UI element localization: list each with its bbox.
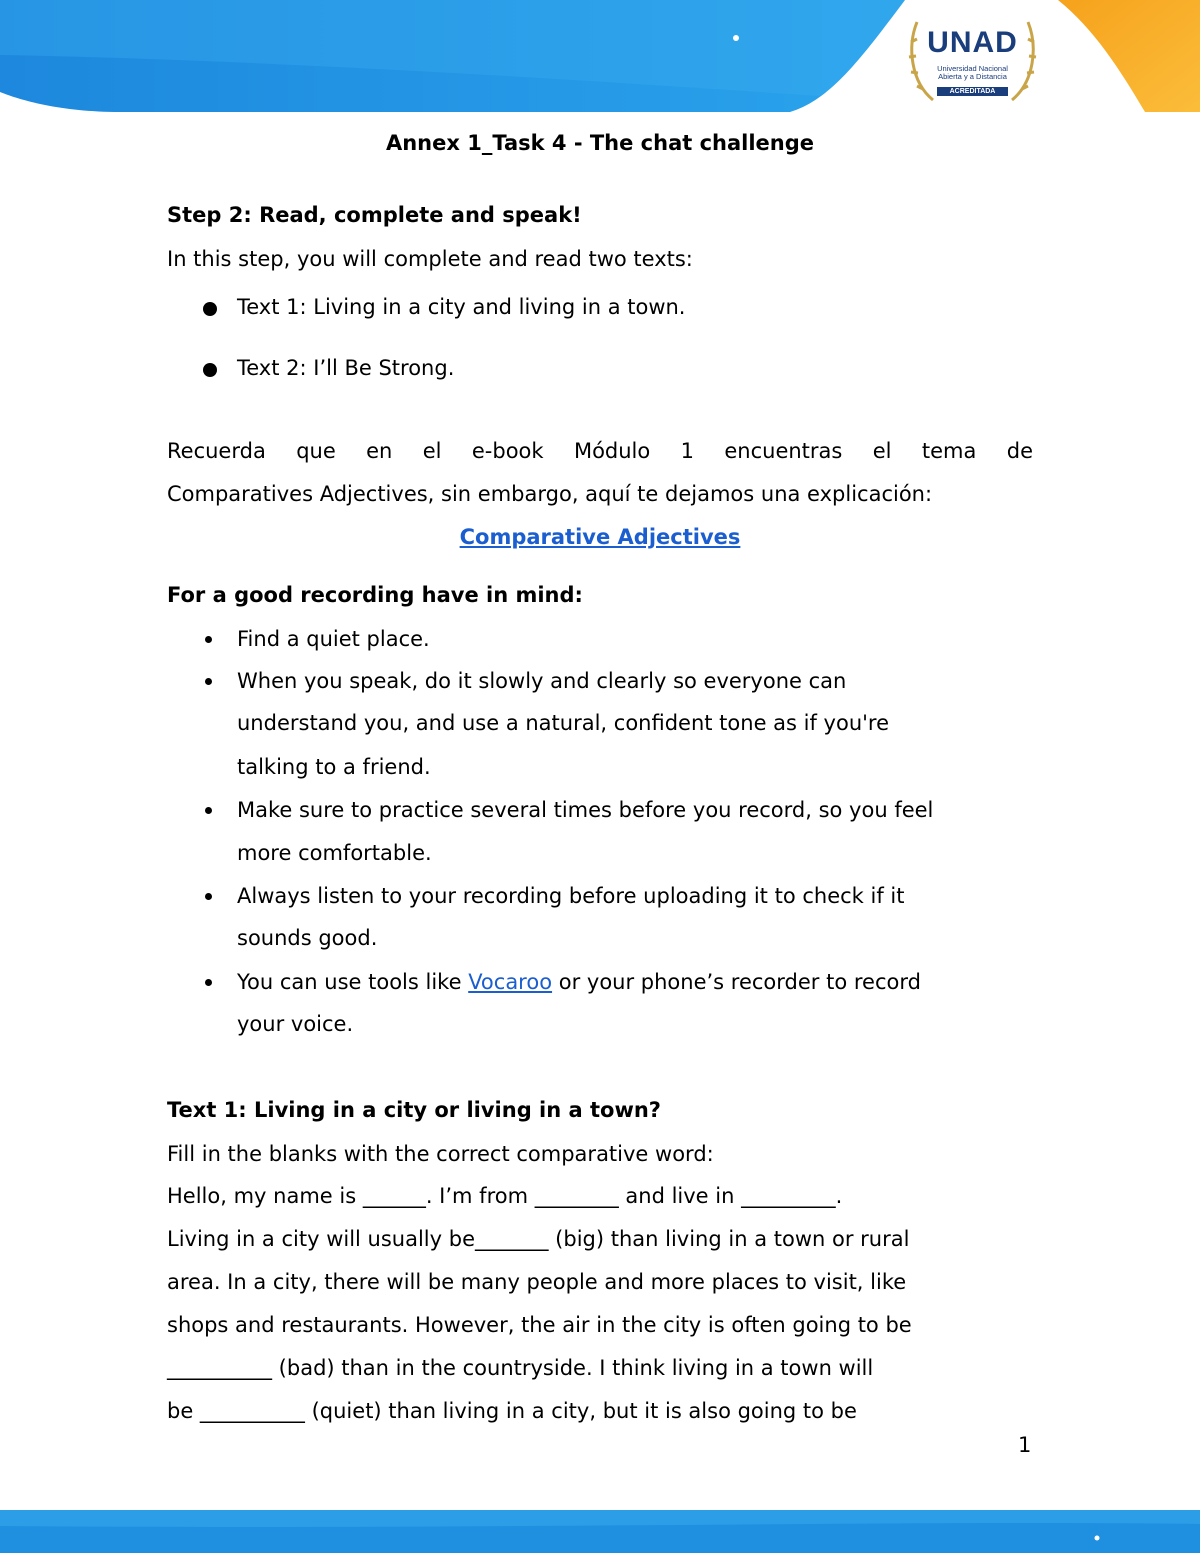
list-item-continuation: your voice. [237,1012,354,1036]
vocaroo-link[interactable]: Vocaroo [468,970,553,994]
text1-line: shops and restaurants. However, the air in the city is often going to be [167,1313,912,1337]
unad-logo [905,12,1040,106]
recuerda-paragraph-line: Comparatives Adjectives, sin embargo, aquí te dejamos una explicación: [167,482,933,506]
list-item-continuation: talking to a friend. [237,755,431,779]
comparative-adjectives-link-row [167,522,1033,552]
text1-line: area. In a city, there will be many people and more places to visit, like [167,1270,907,1294]
bullet-icon [205,678,212,685]
text1-instruction: Fill in the blanks with the correct comparative word: [167,1142,714,1166]
step-heading: Step 2: Read, complete and speak! [167,203,582,227]
text1-heading: Text 1: Living in a city or living in a town? [167,1098,661,1122]
text1-line: be __________ (quiet) than living in a city, but it is also going to be [167,1399,857,1423]
document-title: Annex 1_Task 4 - The chat challenge [385,131,815,155]
comparative-adjectives-link[interactable]: Comparative Adjectives [459,525,741,549]
list-item-continuation: more comfortable. [237,841,432,865]
logo-wordmark: UNAD [927,26,1018,59]
bullet-icon [205,636,212,643]
bullet-icon [205,979,212,986]
page-number: 1 [1018,1433,1032,1457]
text1-line: __________ (bad) than in the countryside. I think living in a town will [167,1356,874,1380]
intro-text: In this step, you will complete and read two texts: [167,247,693,271]
recuerda-paragraph-line: Recuerda que en el e-book Módulo 1 encuentras el tema de [167,439,1033,463]
logo-subtitle: Universidad Nacional Abierta y a Distancia [937,64,1008,81]
accreditation-badge: ACREDITADA [937,87,1008,96]
bullet-icon [203,363,217,377]
footer-banner [0,1510,1200,1553]
recording-heading: For a good recording have in mind: [167,583,583,607]
bullet-icon [205,893,212,900]
list-item-continuation: sounds good. [237,926,378,950]
list-item-continuation: understand you, and use a natural, confident tone as if you're [237,711,890,735]
bullet-icon [205,807,212,814]
bullet-icon [203,302,217,316]
text1-line: Hello, my name is ______. I’m from ________ and live in _________. [167,1184,843,1208]
text1-line: Living in a city will usually be_______ (big) than living in a town or rural [167,1227,910,1251]
